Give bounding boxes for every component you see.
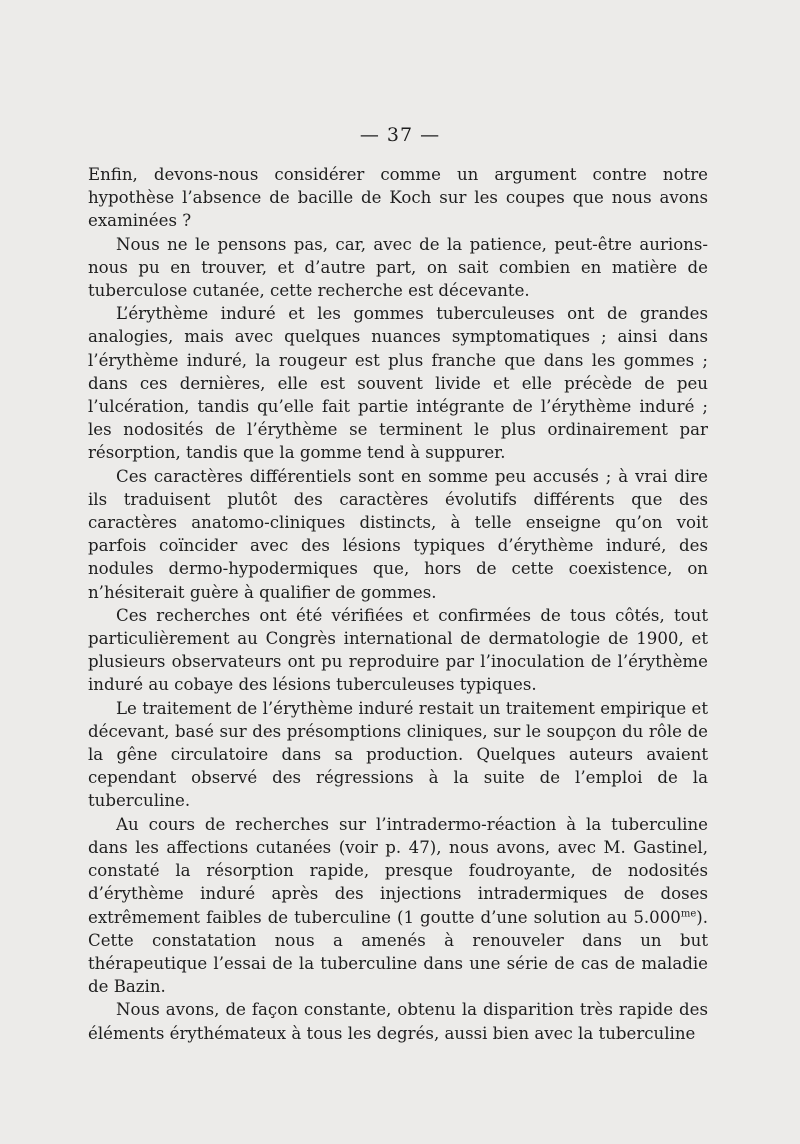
paragraph-2: Nous ne le pensons pas, car, avec de la patience, peut-être aurions-nous pu en trouver, et d’autre part, on sait combien en matière de tuberculose cutanée, cette recherche est décevante.	[88, 234, 708, 301]
superscript-me: me	[680, 907, 697, 919]
paragraph-8: Nous avons, de façon constante, obtenu la disparition très rapide des éléments érythémateux à tous les degrés, aussi bien avec la tuberculine	[88, 1000, 708, 1043]
paragraph-7	[88, 813, 708, 999]
paragraph-1: Enfin, devons-nous considérer comme un argument contre notre hypothèse l’absence de bacille de Koch sur les coupes que nous avons examinées ?	[88, 165, 708, 231]
page-number: — 37 —	[359, 124, 441, 146]
body-text	[88, 163, 708, 1045]
paragraph-5: Ces recherches ont été vérifiées et confirmées de tous côtés, tout particulièrement au Congrès international de dermatologie de 1900, et plusieurs observateurs ont pu reproduire par l’inoculation de l’érythème induré au cobaye des lésions tuberculeuses typiques.	[88, 605, 708, 695]
paragraph-3: L’érythème induré et les gommes tuberculeuses ont de grandes analogies, mais avec quelques nuances symptomatiques ; ainsi dans l’érythème induré, la rougeur est plus franche que dans les gommes ; dans ces dernières, elle est souvent livide et elle précède de peu l’ulcération, tandis qu’elle fait partie intégrante de l’érythème induré ; les nodosités de l’érythème se terminent le plus ordinairement par résorption, tandis que la gomme tend à suppurer.	[88, 304, 708, 463]
paragraph-7-part-b: ). Cette constatation nous a amenés à renouveler dans un but thérapeutique l’essai de la tuberculine dans une série de cas de maladie de Bazin.	[88, 907, 708, 997]
paragraph-7-part-a: Au cours de recherches sur l’intradermo-réaction à la tuberculine dans les affections cutanées (voir p. 47), nous avons, avec M. Gastinel, constaté la résorption rapide, presque foudroyante, de nodosités d’érythème induré après des injections intradermiques de doses extrêmement faibles de tuberculine (1 goutte d’une solution au 5.000	[88, 814, 708, 927]
paragraph-4: Ces caractères différentiels sont en somme peu accusés ; à vrai dire ils traduisent plutôt des caractères évolutifs différents que des caractères anatomo-cliniques distincts, à telle enseigne qu’on voit parfois coïncider avec des lésions typiques d’érythème induré, des nodules dermo-hypodermiques que, hors de cette coexistence, on n’hésiterait guère à qualifier de gommes.	[88, 466, 708, 602]
paragraph-6: Le traitement de l’érythème induré restait un traitement empirique et décevant, basé sur des présomptions cliniques, sur le soupçon du rôle de la gêne circulatoire dans sa production. Quelques auteurs avaient cependant observé des régressions à la suite de l’emploi de la tuberculine.	[88, 698, 708, 811]
